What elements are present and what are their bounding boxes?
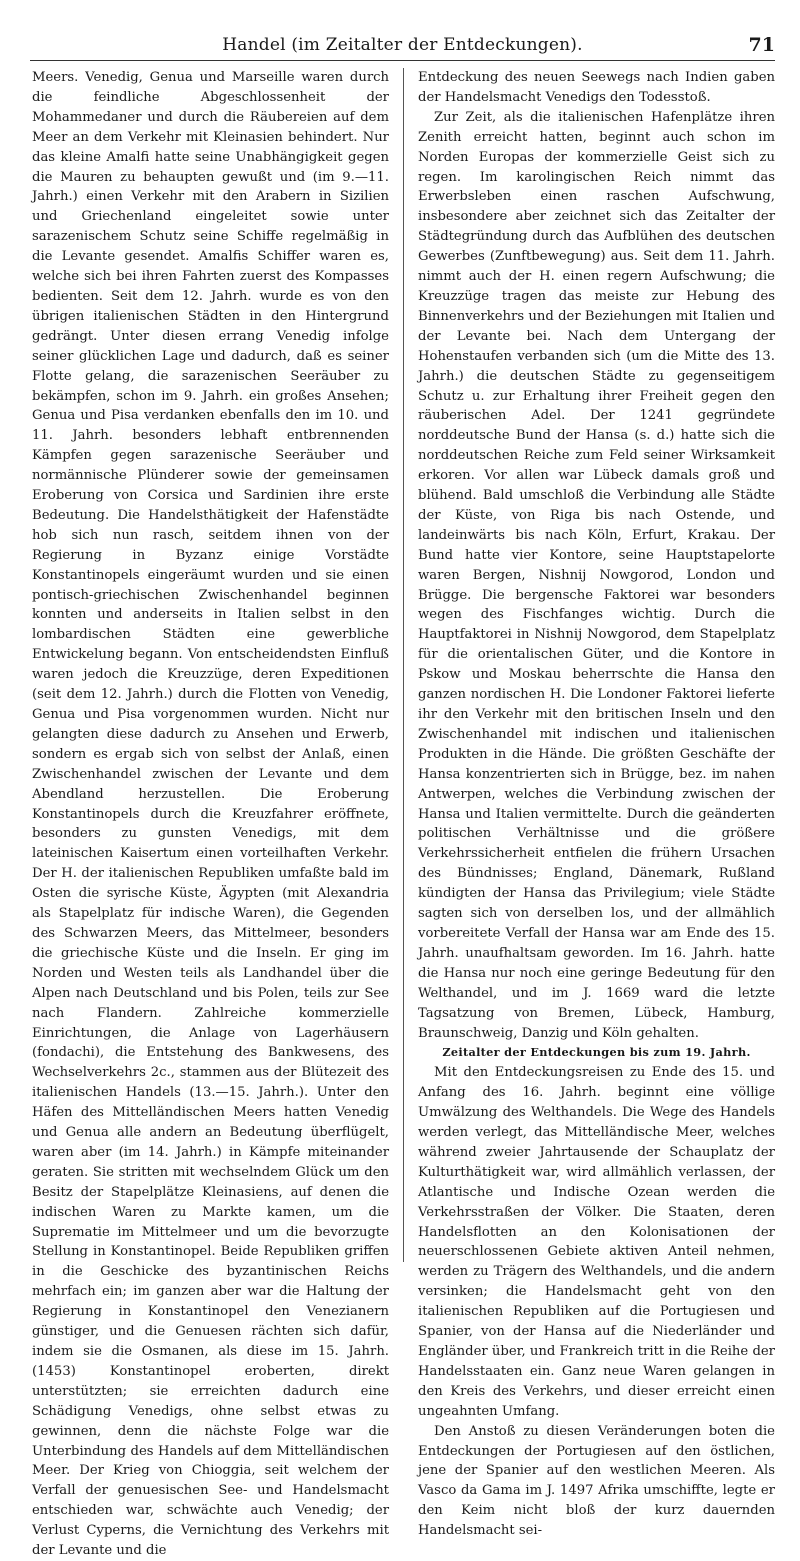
- left-column: [32, 68, 389, 1559]
- column-divider: [403, 68, 404, 1262]
- body-paragraph: Zur Zeit, als die italienischen Hafenplätze ihren Zenith erreicht hatten, beginnt auch schon im Norden Europas der kommerzielle Geist sich zu regen. Im karolingischen Reich nimmt das Erwerbsleben einen raschen Aufschwung, insbesondere aber zeichnet sich das Zeitalter der Städtegründung durch das Aufblühen des deutschen Gewerbes (Zunftbewegung) aus. Seit dem 11. Jahrh. nimmt auch der H. einen regern Aufschwung; die Kreuzzüge tragen das meiste zur Hebung des Binnenverkehrs und der Beziehungen mit Italien und der Levante bei. Nach dem Untergang der Hohenstaufen verbanden sich (um die Mitte des 13. Jahrh.) die deutschen Städte zu gegenseitigem Schutz u. zur Erhaltung ihrer Freiheit gegen den räuberischen Adel. Der 1241 gegründete norddeutsche Bund der Hansa (s. d.) hatte sich die norddeutschen Reiche zum Feld seiner Wirksamkeit erkoren. Vor allen war Lübeck damals groß und blühend. Bald umschloß die Verbindung alle Städte der Küste, von Riga bis nach Ostende, und landeinwärts bis nach Köln, Erfurt, Krakau. Der Bund hatte vier Kontore, seine Hauptstapelorte waren Bergen, Nishnij Nowgorod, London und Brügge. Die bergensche Faktorei war besonders wegen des Fischfanges wichtig. Durch die Hauptfaktorei in Nishnij Nowgorod, dem Stapelplatz für die orientalischen Güter, und die Kontore in Pskow und Moskau beherrschte die Hansa den ganzen nordischen H. Die Londoner Faktorei lieferte ihr den Verkehr mit den britischen Inseln und den Zwischenhandel mit indischen und italienischen Produkten in die Hände. Die größten Geschäfte der Hansa konzentrierten sich in Brügge, bez. im nahen Antwerpen, welches die Verbindung zwischen der Hansa und Italien vermittelte. Durch die geänderten politischen Verhältnisse und die größere Verkehrssicherheit entfielen die frühern Ursachen des Bündnisses; England, Dänemark, Rußland kündigten der Hansa das Privilegium; viele Städte sagten sich von derselben los, und der allmählich vorbereitete Verfall der Hansa war am Ende des 15. Jahrh. unaufhaltsam geworden. Im 16. Jahrh. hatte die Hansa nur noch eine geringe Bedeutung für den Welthandel, und im J. 1669 ward die letzte Tagsatzung von Bremen, Lübeck, Hamburg, Braunschweig, Danzig und Köln gehalten.: [418, 109, 775, 1041]
- body-paragraph: Den Anstoß zu diesen Veränderungen boten die Entdeckungen der Portugiesen auf den östlichen, jene der Spanier auf den westlichen Meeren. Als Vasco da Gama im J. 1497 Afrika umschiffte, legte er den Keim nicht bloß der kurz dauernden Handelsmacht sei-: [418, 1423, 775, 1539]
- running-title: Handel (im Zeitalter der Entdeckungen).: [222, 35, 583, 55]
- running-head: [30, 32, 775, 58]
- body-paragraph: Meers. Venedig, Genua und Marseille waren durch die feindliche Abgeschlossenheit der Mohammedaner und durch die Räubereien auf dem Meer an dem Verkehr mit Kleinasien behindert. Nur das kleine Amalfi hatte seine Unabhängigkeit gegen die Mauren zu behaupten gewußt und (im 9.—11. Jahrh.) einen Verkehr mit den Arabern in Sizilien und Griechenland eingeleitet sowie unter sarazenischem Schutz seine Schiffe regelmäßig in die Levante gesendet. Amalfis Schiffer waren es, welche sich bei ihren Fahrten zuerst des Kompasses bedienten. Seit dem 12. Jahrh. wurde es von den übrigen italienischen Städten in den Hintergrund gedrängt. Unter diesen errang Venedig infolge seiner glücklichen Lage und dadurch, daß es seiner Flotte gelang, die sarazenischen Seeräuber zu bekämpfen, schon im 9. Jahrh. ein großes Ansehen; Genua und Pisa verdanken ebenfalls den im 10. und 11. Jahrh. besonders lebhaft entbrennenden Kämpfen gegen sarazenische Seeräuber und normännische Plünderer sowie der gemeinsamen Eroberung von Corsica und Sardinien ihre erste Bedeutung. Die Handelsthätigkeit der Hafenstädte hob sich nun rasch, seitdem ihnen von der Regierung in Byzanz einige Vorstädte Konstantinopels eingeräumt wurden und sie einen pontisch-griechischen Zwischenhandel beginnen konnten und anderseits in Italien selbst in den lombardischen Städten eine gewerbliche Entwickelung begann. Von entscheidendsten Einfluß waren jedoch die Kreuzzüge, deren Expeditionen (seit dem 12. Jahrh.) durch die Flotten von Venedig, Genua und Pisa vorgenommen wurden. Nicht nur gelangten diese dadurch zu Ansehen und Erwerb, sondern es ergab sich von selbst der Anlaß, einen Zwischenhandel zwischen der Levante und dem Abendland herzustellen. Die Eroberung Konstantinopels durch die Kreuzfahrer eröffnete, besonders zu gunsten Venedigs, mit dem lateinischen Kaisertum einen vorteilhaften Verkehr. Der H. der italienischen Republiken umfaßte bald im Osten die syrische Küste, Ägypten (mit Alexandria als Stapelplatz für indische Waren), die Gegenden des Schwarzen Meers, das Mittelmeer, besonders die griechische Küste und die Inseln. Er ging im Norden und Westen teils als Landhandel über die Alpen nach Deutschland und bis Polen, teils zur See nach Flandern. Zahlreiche kommerzielle Einrichtungen, die Anlage von Lagerhäusern (fondachi), die Entstehung des Bankwesens, des Wechselverkehrs 2c., stammen aus der Blütezeit des italienischen Handels (13.—15. Jahrh.). Unter den Häfen des Mittelländischen Meers hatten Venedig und Genua alle andern an Bedeutung überflügelt, waren aber (im 14. Jahrh.) in Kämpfe miteinander geraten. Sie stritten mit wechselndem Glück um den Besitz der Stapelplätze Kleinasiens, auf denen die indischen Waren zu Markte kamen, um die Suprematie im Mittelmeer und um die bevorzugte Stellung in Konstantinopel. Beide Republiken griffen in die Geschicke des byzantinischen Reichs mehrfach ein; im ganzen aber war die Haltung der Regierung in Konstantinopel den Venezianern günstiger, und die Genuesen rächten sich dafür, indem sie die Osmanen, als diese im 15. Jahrh. (1453) Konstantinopel eroberten, direkt unterstützten; sie erreichten dadurch eine Schädigung Venedigs, ohne selbst etwas zu gewinnen, denn die nächste Folge war die Unterbindung des Handels auf dem Mittelländischen Meer. Der Krieg von Chioggia, seit welchem der Verfall der genuesischen See- und Handelsmacht entschieden war, schwächte auch Venedig; der Verlust Cyperns, die Vernichtung des Verkehrs mit der Levante und die: [32, 70, 389, 1559]
- body-paragraph: Mit den Entdeckungsreisen zu Ende des 15. und Anfang des 16. Jahrh. beginnt eine völlige Umwälzung des Welthandels. Die Wege des Handels werden verlegt, das Mittelländische Meer, welches während zweier Jahrtausende der Schauplatz der Kulturthätigkeit war, wird allmählich verlassen, der Atlantische und Indische Ozean werden die Verkehrsstraßen der Völker. Die Staaten, deren Handelsflotten an den Kolonisationen der neuerschlossenen Gebiete aktiven Anteil nehmen, werden zu Trägern des Welthandels, und die andern versinken; die Handelsmacht geht von den italienischen Republiken auf die Portugiesen und Spanier, von der Hansa auf die Niederländer und Engländer über, und Frankreich tritt in die Reihe der Handelsstaaten ein. Ganz neue Waren gelangen in den Kreis des Verkehrs, und dieser erreicht einen ungeahnten Umfang.: [418, 1065, 775, 1419]
- section-heading: Zeitalter der Entdeckungen bis zum 19. Jahrh.: [442, 1045, 751, 1060]
- body-paragraph: Entdeckung des neuen Seewegs nach Indien gaben der Handelsmacht Venedigs den Todesstoß.: [418, 70, 775, 105]
- header-rule: [30, 60, 775, 61]
- page-number: 71: [748, 34, 775, 56]
- right-column: [418, 68, 775, 1539]
